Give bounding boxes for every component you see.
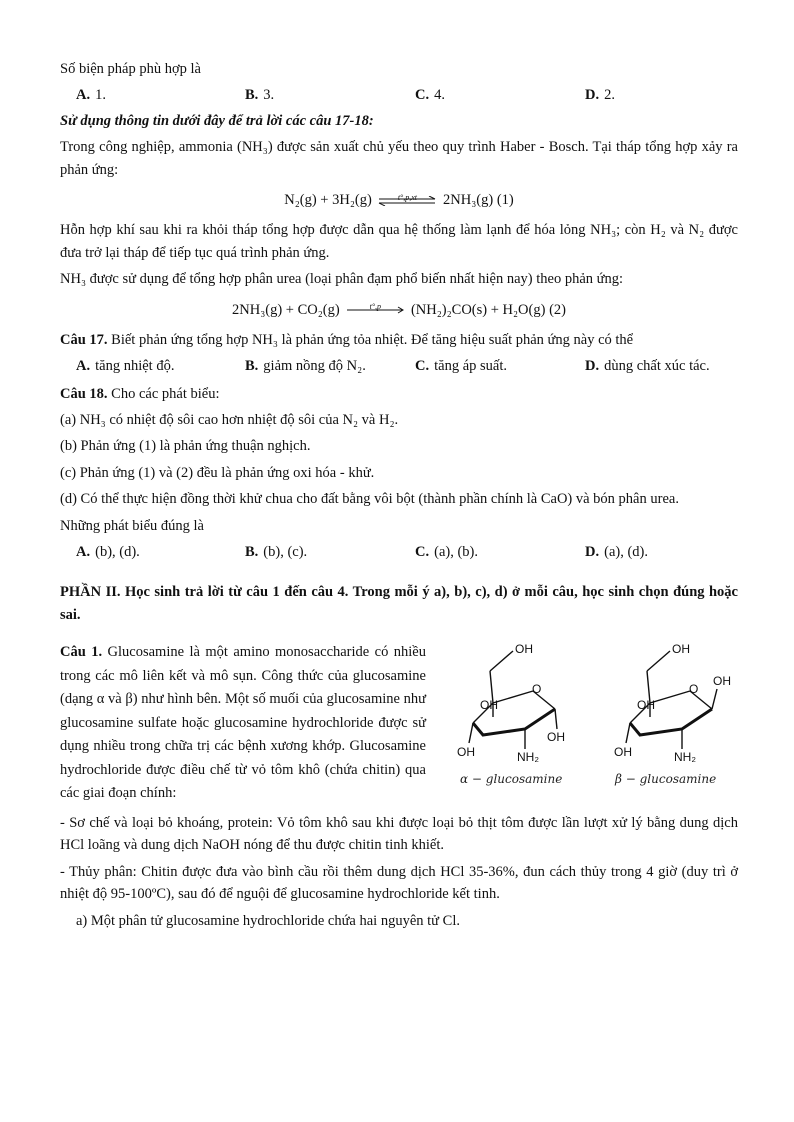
q1-intro: Câu 1. Glucosamine là một amino monosaccharide có nhiều trong các mô liên kết và mô sụn. Công thức của glucosamine (dạng α và β) như hình bên. Một số muối của glucosamine như glucosamine sulfate hoặc glucosamine hydrochloride được sử dụng nhiều trong chữa trị các bệnh xương khớp. Glucosamine hydrochloride được điều chế từ vỏ tôm khô (chứa chitin) qua các giai đoạn chính: [60, 644, 426, 801]
q18-statement-c: (c) Phản ứng (1) và (2) đều là phản ứng oxi hóa - khử. [60, 464, 375, 481]
q17-options [60, 355, 738, 377]
info-paragraph-1: Trong công nghiệp, ammonia (NH₃) được sản xuất chủ yếu theo quy trình Haber - Bosch. Tại tháp tổng hợp xảy ra phản ứng: [60, 139, 738, 178]
eq2-left: 2NH₃(g) + CO₂(g) [232, 301, 340, 318]
glucosamine-structures-figure [455, 641, 745, 791]
alpha-nh2: NH₂ [517, 750, 539, 764]
q1-step-2: - Thủy phân: Chitin được đưa vào bình cầu rồi thêm dung dịch HCl 35-36%, đun cách thủy trong 4 giờ (duy trì ở nhiệt độ 95-100ºC), sau đó để nguội để glucosamine hydrochloride kết tinh. [60, 863, 738, 902]
q16-option-c[interactable]: C. 4. [415, 87, 445, 103]
q1-step-1: - Sơ chế và loại bỏ khoáng, protein: Vỏ tôm khô sau khi được loại bỏ thịt tôm được lần lượt xử lý bằng dung dịch HCl loãng và dung dịch NaOH nóng để thu được chitin tinh khiết. [60, 814, 738, 853]
eq2-condition: t°,p [369, 302, 382, 312]
q18-option-a[interactable]: A. (b), (d). [76, 543, 140, 560]
alpha-oh-top: OH [515, 642, 533, 656]
alpha-ring-o: O [532, 682, 542, 696]
eq1-condition: t°,p,xt [397, 192, 418, 202]
part2-heading: PHẦN II. Học sinh trả lời từ câu 1 đến câu 4. Trong mỗi ý a), b), c), d) ở mỗi câu, học sinh chọn đúng hoặc sai. [60, 583, 738, 623]
info-paragraph-2: Hỗn hợp khí sau khi ra khỏi tháp tổng hợp được dẫn qua hệ thống làm lạnh để hóa lỏng NH₃; còn H₂ và N₂ được đưa trở lại tháp để tiếp tục quá trình phản ứng. [60, 222, 738, 261]
eq1-right: 2NH₃(g) [443, 192, 494, 208]
q18-options [60, 541, 738, 563]
beta-ring-o: O [689, 682, 699, 696]
q16-option-b[interactable]: B. 3. [245, 87, 275, 103]
q18-statement-d: (d) Có thể thực hiện đồng thời khử chua cho đất bằng vôi bột (thành phần chính là CaO) và bón phân urea. [60, 491, 679, 507]
q16-option-a[interactable]: A. 1. [76, 87, 106, 103]
alpha-oh-left: OH [457, 745, 475, 759]
alpha-oh-ring: OH [480, 698, 498, 712]
q17-option-b[interactable]: B. giảm nồng độ N₂. [245, 357, 366, 374]
q16-options [60, 84, 738, 106]
eq1-left: N₂(g) + 3H₂(g) [284, 192, 372, 208]
beta-oh-top: OH [672, 642, 690, 656]
info-paragraph-3: NH₃ được sử dụng để tổng hợp phân urea (loại phân đạm phổ biến nhất hiện nay) theo phản ứng: [60, 271, 624, 287]
eq1-number: (1) [496, 192, 514, 208]
q17-stem: Câu 17. Biết phản ứng tổng hợp NH₃ là phản ứng tỏa nhiệt. Để tăng hiệu suất phản ứng này có thể [60, 331, 634, 348]
q18-stem: Câu 18. Cho các phát biểu: [60, 385, 220, 402]
eq1-reversible-arrow [377, 194, 437, 208]
q1-item-a: a) Một phân tử glucosamine hydrochloride chứa hai nguyên tử Cl. [76, 912, 460, 929]
info-heading: Sử dụng thông tin dưới đây để trả lời các câu 17-18: [60, 113, 374, 129]
document-page [60, 58, 738, 932]
beta-caption: β − glucosamine [615, 772, 717, 786]
beta-oh-ring: OH [637, 698, 655, 712]
eq2-arrow [345, 303, 405, 317]
beta-glucosamine-structure [614, 642, 731, 786]
q17-option-d[interactable]: D. dùng chất xúc tác. [585, 357, 710, 374]
alpha-oh-right: OH [547, 730, 565, 744]
equation-2 [60, 297, 738, 323]
q18-statement-a: (a) NH₃ có nhiệt độ sôi cao hơn nhiệt độ sôi của N₂ và H₂. [60, 411, 399, 428]
alpha-glucosamine-structure [457, 642, 565, 786]
q17-option-c[interactable]: C. tăng áp suất. [415, 357, 507, 374]
q16-option-d[interactable]: D. 2. [585, 87, 615, 103]
q18-option-c[interactable]: C. (a), (b). [415, 543, 478, 560]
q18-option-d[interactable]: D. (a), (d). [585, 543, 648, 560]
eq2-right: (NH₂)₂CO(s) + H₂O(g) [410, 301, 546, 318]
eq2-number: (2) [549, 301, 566, 318]
alpha-caption: α − glucosamine [460, 772, 563, 786]
q18-ask: Những phát biểu đúng là [60, 517, 204, 534]
q16-stem: Số biện pháp phù hợp là [60, 61, 201, 77]
q17-option-a[interactable]: A. tăng nhiệt độ. [76, 357, 175, 374]
beta-oh-anomeric: OH [713, 674, 731, 688]
reversible-arrow-icon [377, 196, 437, 206]
q1-block [60, 641, 738, 806]
right-arrow-icon [345, 305, 405, 315]
beta-oh-left: OH [614, 745, 632, 759]
equation-1 [60, 187, 738, 213]
q18-option-b[interactable]: B. (b), (c). [245, 543, 308, 560]
beta-nh2: NH₂ [674, 750, 696, 764]
q18-statement-b: (b) Phản ứng (1) là phản ứng thuận nghịch. [60, 438, 311, 454]
